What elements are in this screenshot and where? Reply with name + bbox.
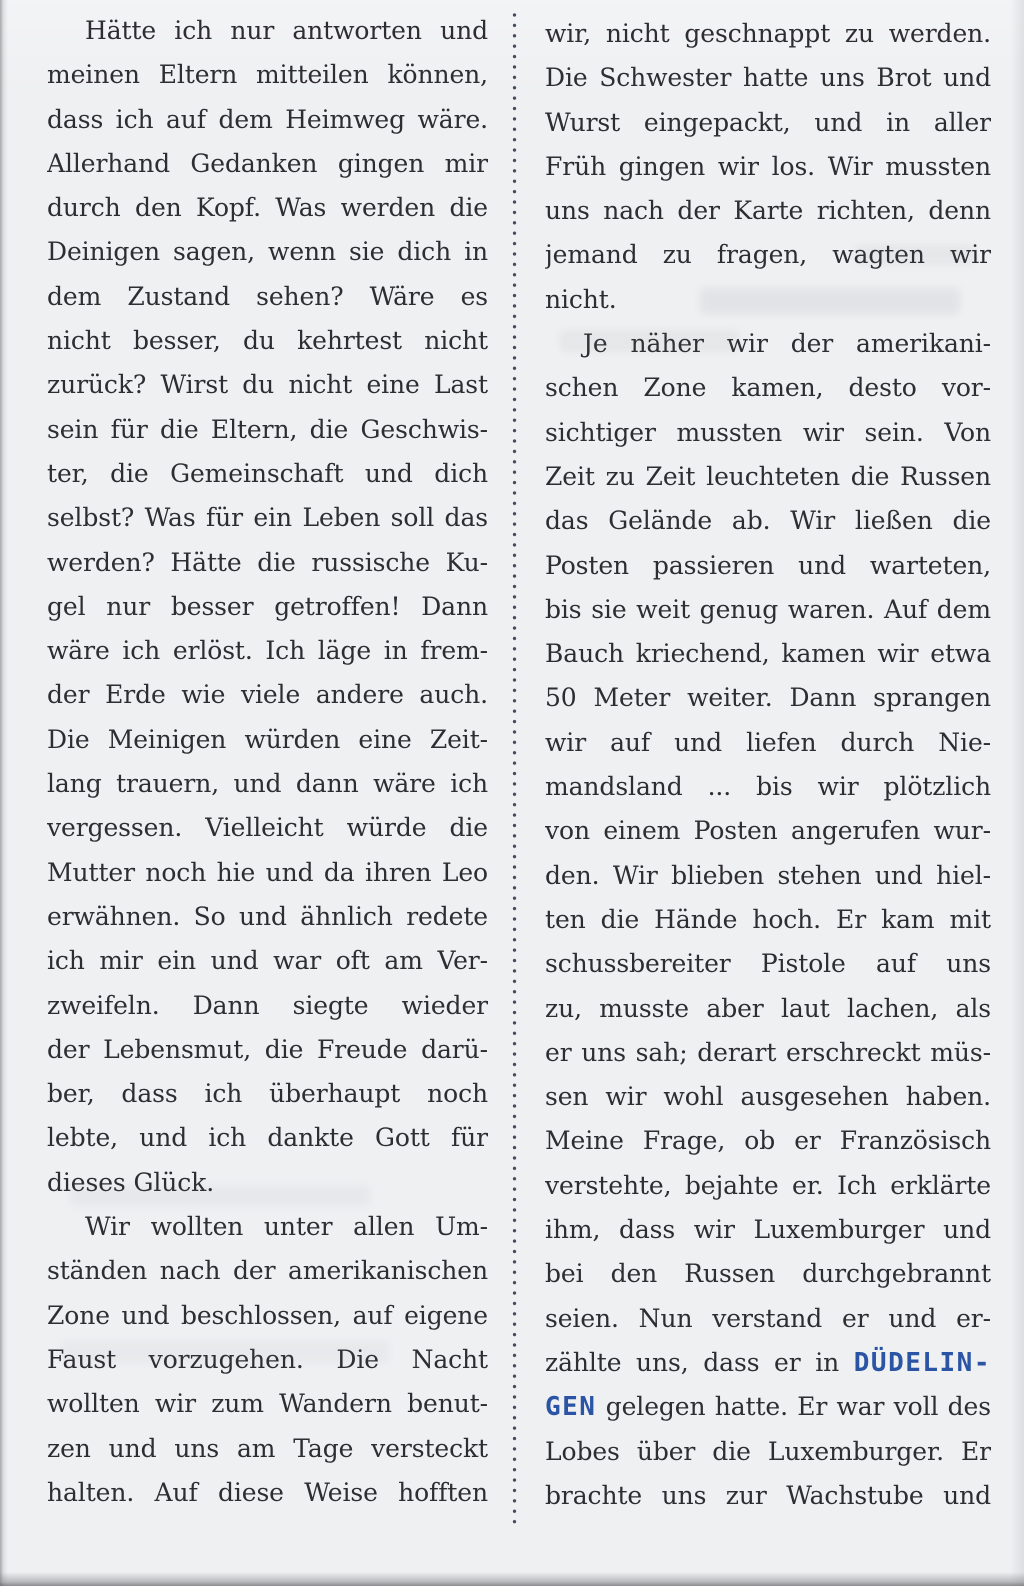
text-segment: uns nach der Karte richten, denn <box>545 196 991 226</box>
text-line <box>545 898 991 942</box>
text-segment: lebte, und ich dankte Gott für <box>47 1123 488 1153</box>
text-line <box>47 1427 488 1471</box>
text-segment: Meine Frage, ob er Französisch <box>545 1126 991 1156</box>
dotted-column-divider <box>512 12 517 1524</box>
text-line <box>47 1161 488 1205</box>
text-line <box>545 455 991 499</box>
text-segment: ber, dass ich überhaupt noch <box>47 1079 488 1109</box>
text-segment: Hätte ich nur antworten und <box>85 16 488 45</box>
text-line <box>47 851 488 895</box>
text-segment: ihm, dass wir Luxemburger und <box>545 1215 991 1245</box>
text-segment: werden? Hätte die russische Ku- <box>47 547 488 577</box>
text-line <box>545 1341 991 1385</box>
text-segment: ich mir ein und war oft am Ver- <box>47 946 488 976</box>
text-line <box>47 895 488 939</box>
text-line <box>47 1249 488 1293</box>
text-line <box>545 588 991 632</box>
text-line <box>47 939 488 983</box>
text-segment: wollten wir zum Wandern benut- <box>47 1389 488 1419</box>
text-line <box>47 408 488 452</box>
text-segment: verstehte, bejahte er. Ich erklärte <box>545 1170 991 1200</box>
left-text-column <box>47 9 488 1515</box>
text-line <box>47 984 488 1028</box>
text-line <box>545 854 991 898</box>
text-line <box>545 233 991 277</box>
text-line <box>47 629 488 673</box>
text-line <box>545 366 991 410</box>
text-segment: dass ich auf dem Heimweg wäre. <box>47 104 488 134</box>
text-segment: dem Zustand sehen? Wäre es <box>47 281 488 311</box>
right-text-column <box>545 12 991 1518</box>
text-segment: dieses Glück. <box>47 1167 215 1197</box>
text-line <box>47 585 488 629</box>
text-line <box>545 145 991 189</box>
text-segment: Wurst eingepackt, und in aller <box>545 107 991 137</box>
text-line <box>545 721 991 765</box>
text-line <box>545 12 991 56</box>
text-line <box>47 275 488 319</box>
text-segment: gel nur besser getroffen! Dann <box>47 591 488 621</box>
text-line <box>545 278 991 322</box>
text-line <box>47 762 488 806</box>
text-line <box>47 806 488 850</box>
highlighted-place-name: GEN <box>545 1392 597 1423</box>
text-line <box>545 1208 991 1252</box>
text-line <box>545 1075 991 1119</box>
text-segment: Die Schwester hatte uns Brot und <box>545 63 991 93</box>
text-segment: erwähnen. So und ähnlich redete <box>47 901 488 931</box>
text-segment: der Erde wie viele andere auch. <box>47 680 488 710</box>
text-line <box>545 1297 991 1341</box>
text-line <box>47 9 488 53</box>
text-segment: ständen nach der amerikanischen <box>47 1256 488 1286</box>
text-segment: gelegen hatte. Er war voll des <box>596 1392 991 1422</box>
text-line <box>47 718 488 762</box>
text-segment: wäre ich erlöst. Ich läge in frem- <box>47 636 488 666</box>
text-line <box>47 1028 488 1072</box>
text-segment: vergessen. Vielleicht würde die <box>47 813 488 843</box>
text-segment: Lobes über die Luxemburger. Er <box>545 1436 991 1466</box>
text-segment: Die Meinigen würden eine Zeit- <box>47 724 488 754</box>
text-segment: zweifeln. Dann siegte wieder <box>47 990 488 1020</box>
text-line <box>545 322 991 366</box>
text-line <box>47 319 488 363</box>
text-line <box>47 98 488 142</box>
text-line <box>545 809 991 853</box>
text-line <box>545 765 991 809</box>
text-segment: Je näher wir der amerikani- <box>583 329 991 359</box>
text-segment: jemand zu fragen, wagten wir <box>545 240 991 270</box>
text-segment: Allerhand Gedanken gingen mir <box>47 148 488 178</box>
text-line <box>545 1119 991 1163</box>
text-segment: das Gelände ab. Wir ließen die <box>545 506 991 536</box>
text-line <box>545 101 991 145</box>
text-line <box>545 676 991 720</box>
text-segment: brachte uns zur Wachstube und <box>545 1480 991 1510</box>
text-line <box>47 1072 488 1116</box>
text-line <box>47 363 488 407</box>
text-segment: Faust vorzugehen. Die Nacht <box>47 1344 488 1374</box>
text-segment: durch den Kopf. Was werden die <box>47 193 488 223</box>
text-line <box>47 1338 488 1382</box>
text-line <box>47 1205 488 1249</box>
text-line <box>545 189 991 233</box>
text-segment: zurück? Wirst du nicht eine Last <box>47 370 488 400</box>
text-segment: zen und uns am Tage versteckt <box>47 1433 488 1463</box>
text-segment: ter, die Gemeinschaft und dich <box>47 458 488 488</box>
text-line <box>545 1031 991 1075</box>
text-segment: von einem Posten angerufen wur- <box>545 816 991 846</box>
text-line <box>47 186 488 230</box>
text-segment: der Lebensmut, die Freude darü- <box>47 1034 488 1064</box>
text-segment: Zone und beschlossen, auf eigene <box>47 1300 488 1330</box>
text-segment: Posten passieren und warteten, <box>545 550 991 580</box>
text-segment: seien. Nun verstand er und er- <box>545 1303 991 1333</box>
text-segment: zu, musste aber laut lachen, als <box>545 993 991 1023</box>
text-segment: bei den Russen durchgebrannt <box>545 1259 991 1289</box>
text-line <box>47 496 488 540</box>
text-segment: zählte uns, dass er in <box>545 1347 854 1377</box>
text-segment: Bauch kriechend, kamen wir etwa <box>545 639 991 669</box>
text-segment: wir, nicht geschnappt zu werden. <box>545 19 991 48</box>
text-line <box>47 142 488 186</box>
page-right-edge-shadow <box>1010 0 1024 1586</box>
text-segment: lang trauern, und dann wäre ich <box>47 769 488 799</box>
text-segment: Zeit zu Zeit leuchteten die Russen <box>545 461 991 491</box>
page-left-edge-shadow <box>0 0 8 1586</box>
text-line <box>47 1382 488 1426</box>
text-segment: sen wir wohl ausgesehen haben. <box>545 1082 991 1112</box>
text-segment: meinen Eltern mitteilen können, <box>47 60 488 90</box>
text-segment: selbst? Was für ein Leben soll das <box>47 503 488 533</box>
text-line <box>47 452 488 496</box>
text-line <box>47 541 488 585</box>
text-line <box>545 987 991 1031</box>
text-line <box>545 1385 991 1429</box>
text-line <box>545 411 991 455</box>
text-line <box>545 499 991 543</box>
text-segment: er uns sah; derart erschreckt müs- <box>545 1037 991 1067</box>
text-segment: wir auf und liefen durch Nie- <box>545 727 991 757</box>
text-segment: ten die Hände hoch. Er kam mit <box>545 904 991 934</box>
text-line <box>545 56 991 100</box>
text-line <box>545 1164 991 1208</box>
text-segment: bis sie weit genug waren. Auf dem <box>545 594 991 624</box>
text-line <box>47 53 488 97</box>
text-line <box>545 632 991 676</box>
text-segment: den. Wir blieben stehen und hiel- <box>545 860 991 890</box>
text-segment: Deinigen sagen, wenn sie dich in <box>47 237 488 267</box>
text-segment: schussbereiter Pistole auf uns <box>545 949 991 979</box>
page-bottom-edge-shadow <box>0 1572 1024 1586</box>
text-segment: sein für die Eltern, die Geschwis- <box>47 414 488 444</box>
text-line <box>47 1294 488 1338</box>
text-segment: Früh gingen wir los. Wir mussten <box>545 151 991 181</box>
text-segment: sichtiger mussten wir sein. Von <box>545 417 991 447</box>
text-line <box>545 942 991 986</box>
text-line <box>545 1252 991 1296</box>
highlighted-place-name: DÜDELIN- <box>853 1347 991 1378</box>
text-line <box>47 673 488 717</box>
text-segment: nicht besser, du kehrtest nicht <box>47 326 488 356</box>
text-segment: schen Zone kamen, desto vor- <box>545 373 991 403</box>
text-segment: Wir wollten unter allen Um- <box>85 1212 488 1242</box>
text-line <box>47 1116 488 1160</box>
text-segment: mandsland ... bis wir plötzlich <box>545 772 991 802</box>
text-line <box>545 1474 991 1518</box>
text-line <box>47 230 488 274</box>
text-line <box>545 1430 991 1474</box>
text-line <box>47 1471 488 1515</box>
text-line <box>545 544 991 588</box>
text-segment: halten. Auf diese Weise hofften <box>47 1477 488 1507</box>
text-segment: Mutter noch hie und da ihren Leo <box>47 857 488 887</box>
text-segment: nicht. <box>545 284 617 314</box>
text-segment: 50 Meter weiter. Dann sprangen <box>545 683 991 713</box>
